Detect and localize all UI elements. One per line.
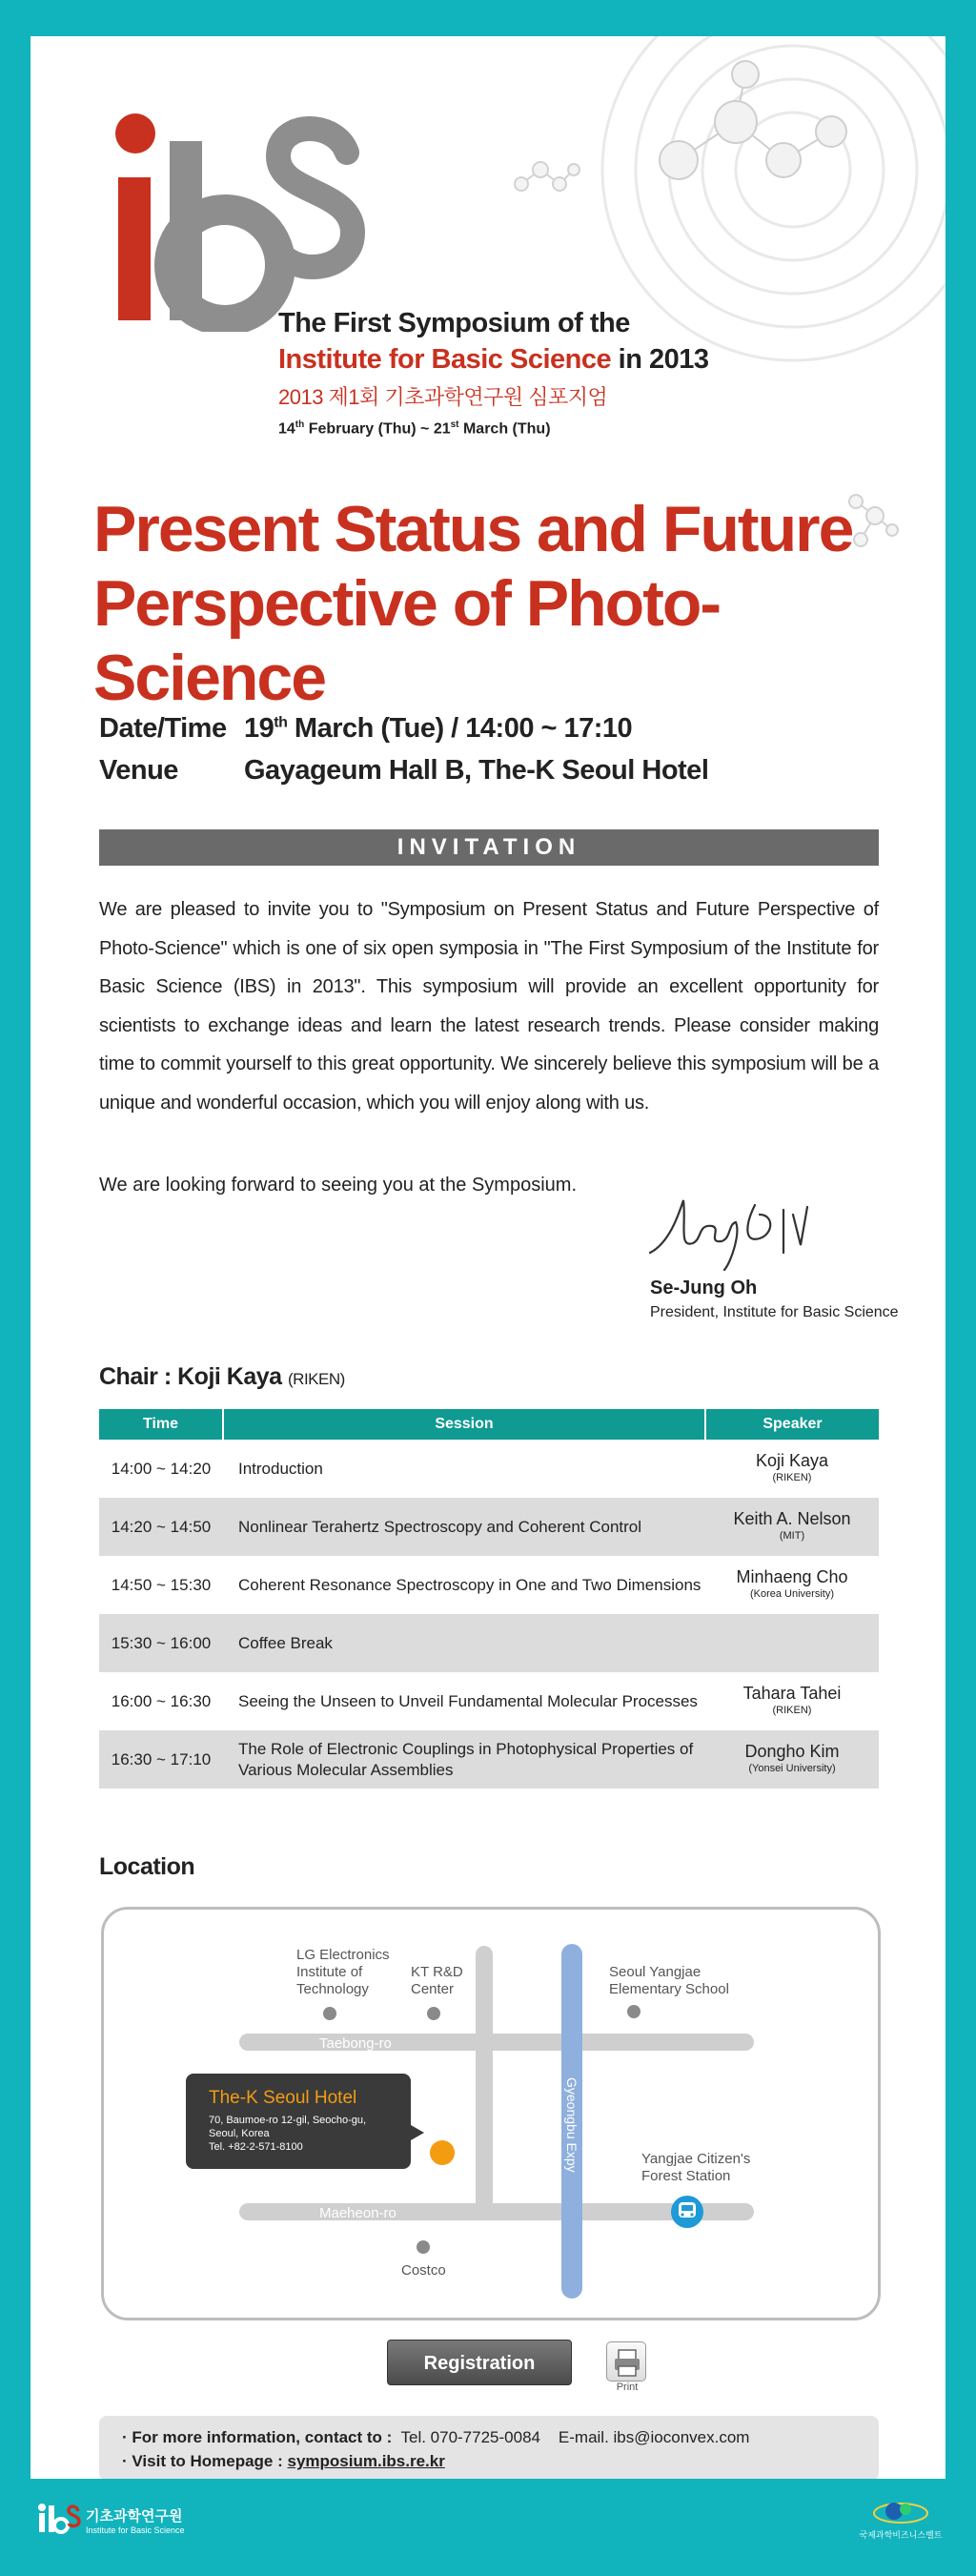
invitation-heading: INVITATION xyxy=(99,829,879,866)
speaker-name: Minhaeng Cho xyxy=(736,1566,848,1586)
subway-station-icon xyxy=(671,2196,703,2228)
forest-label-line-1: Yangjae Citizen's xyxy=(641,2151,751,2167)
contact-phone: Tel. 070-7725-0084 xyxy=(400,2428,540,2446)
costco-label: Costco xyxy=(401,2262,446,2279)
taebong-road xyxy=(239,2034,754,2051)
speaker-affiliation: (Yonsei University) xyxy=(748,1762,836,1774)
row-speaker xyxy=(705,1614,879,1672)
date-day-suffix: th xyxy=(274,714,288,731)
row-time: 16:30 ~ 17:10 xyxy=(99,1730,223,1789)
speaker-name: Keith A. Nelson xyxy=(733,1508,851,1528)
header-time: Time xyxy=(99,1409,223,1440)
table-row xyxy=(99,1672,879,1730)
speaker-affiliation: (RIKEN) xyxy=(772,1704,812,1716)
forest-label-line-2: Forest Station xyxy=(641,2168,731,2184)
row-time: 16:00 ~ 16:30 xyxy=(111,1691,212,1710)
kt-label-line-2: Center xyxy=(411,1981,455,1997)
date-day: 19 xyxy=(244,713,274,744)
speaker-name: Koji Kaya xyxy=(755,1450,829,1470)
signer-title: President, Institute for Basic Science xyxy=(650,1304,899,1320)
hotel-phone: Tel. +82-2-571-8100 xyxy=(209,2141,303,2153)
costco-marker xyxy=(417,2240,430,2254)
table-row xyxy=(99,1614,879,1672)
row-session: Coherent Resonance Spectroscopy in One and Two Dimensions xyxy=(238,1575,702,1594)
date-end-month: March (Thu) xyxy=(458,420,551,438)
row-session: Introduction xyxy=(238,1459,323,1478)
row-speaker xyxy=(705,1672,879,1730)
contact-label: · For more information, contact to : xyxy=(122,2428,393,2446)
speaker-affiliation: (RIKEN) xyxy=(772,1471,812,1483)
kt-marker xyxy=(427,2007,440,2020)
school-label-line-1: Seoul Yangjae xyxy=(609,1964,702,1980)
row-session: Nonlinear Terahertz Spectroscopy and Coherent Control xyxy=(223,1498,705,1556)
local-road xyxy=(476,1946,493,2220)
date-time-row xyxy=(99,713,632,745)
row-session: Coffee Break xyxy=(223,1614,705,1672)
kt-label-line-1: KT R&D xyxy=(411,1964,463,1980)
printer-icon xyxy=(606,2341,646,2382)
table-row xyxy=(99,1730,879,1789)
symposium-year: in 2013 xyxy=(611,344,709,375)
school-label-line-2: Elementary School xyxy=(609,1981,729,1997)
table-row xyxy=(99,1556,879,1614)
symposium-line-2 xyxy=(278,341,709,378)
row-speaker xyxy=(705,1440,879,1498)
contact-line xyxy=(122,2425,879,2449)
taebong-road-label: Taebong-ro xyxy=(319,2035,392,2052)
row-speaker xyxy=(705,1556,879,1614)
invitation-page xyxy=(30,36,946,2479)
signature-image xyxy=(640,1186,850,1272)
session-chair xyxy=(99,1363,345,1391)
date-start-day: 14 xyxy=(278,420,295,438)
chair-affiliation: (RIKEN) xyxy=(288,1370,345,1388)
lg-marker xyxy=(323,2007,336,2020)
row-speaker xyxy=(705,1498,879,1556)
hotel-address-line-1: 70, Baumoe-ro 12-gil, Seocho-gu, xyxy=(209,2115,367,2126)
row-time: 14:50 ~ 15:30 xyxy=(111,1575,212,1594)
maeheon-road-label: Maeheon-ro xyxy=(319,2205,396,2221)
date-time-label: Date/Time xyxy=(99,713,227,744)
hotel-name: The-K Seoul Hotel xyxy=(209,2088,357,2108)
table-row xyxy=(99,1440,879,1498)
molecule-icon xyxy=(507,151,583,208)
symposium-korean-title: 2013 제1회 기초과학연구원 심포지엄 xyxy=(278,385,608,409)
hotel-marker xyxy=(430,2140,455,2165)
invitation-closing: We are looking forward to seeing you at the Symposium. xyxy=(99,1175,577,1196)
symposium-line-1: The First Symposium of the xyxy=(278,308,630,338)
contact-info-box xyxy=(99,2416,879,2479)
chair-name: Chair : Koji Kaya xyxy=(99,1363,282,1390)
date-time-value: March (Tue) / 14:00 ~ 17:10 xyxy=(287,713,633,744)
schedule-header-row xyxy=(99,1409,879,1440)
row-speaker xyxy=(705,1730,879,1789)
hotel-address-line-2: Seoul, Korea xyxy=(209,2128,270,2139)
signer-name: Se-Jung Oh xyxy=(650,1278,758,1298)
row-time: 15:30 ~ 16:00 xyxy=(99,1614,223,1672)
homepage-label: · Visit to Homepage : xyxy=(122,2452,283,2470)
header-speaker: Speaker xyxy=(705,1409,879,1440)
expressway-label: Gyeongbu Expy xyxy=(564,2077,580,2173)
venue-label: Venue xyxy=(99,755,178,786)
symposium-dates xyxy=(278,419,551,438)
school-marker xyxy=(627,2005,640,2018)
date-end-suffix: st xyxy=(450,419,459,430)
footer-ibs-logo xyxy=(36,2500,227,2543)
row-time: 14:20 ~ 14:50 xyxy=(99,1498,223,1556)
venue-value: Gayageum Hall B, The-K Seoul Hotel xyxy=(244,755,709,786)
row-time: 14:00 ~ 14:20 xyxy=(111,1459,212,1478)
table-row xyxy=(99,1498,879,1556)
event-title-line-2: Perspective of Photo-Science xyxy=(93,567,721,714)
row-session: The Role of Electronic Couplings in Photophysical Properties of Various Molecular Assemblies xyxy=(223,1730,705,1789)
footer-org-english: Institute for Basic Science xyxy=(86,2525,185,2535)
row-session: Seeing the Unseen to Unveil Fundamental Molecular Processes xyxy=(238,1691,698,1710)
print-button[interactable] xyxy=(606,2341,648,2395)
homepage-link[interactable]: symposium.ibs.re.kr xyxy=(287,2452,445,2470)
speaker-affiliation: (MIT) xyxy=(779,1529,805,1542)
invitation-body: We are pleased to invite you to "Symposium on Present Status and Future Perspective of Photo-Science" which is one of six open symposia in "The First Symposium of the Institute for Basic Science (IBS) in 2013". This symposium will provide an excellent opportunity for scientists to exchange ideas and learn the latest research trends. Please consider making time to commit yourself to this great opportunity. We sincerely believe this symposium will be a unique and wonderful occasion, which you will enjoy along with us. xyxy=(99,899,879,1114)
speaker-name: Dongho Kim xyxy=(744,1741,840,1761)
homepage-line xyxy=(122,2449,879,2473)
registration-button[interactable]: Registration xyxy=(387,2340,572,2385)
schedule-table xyxy=(99,1409,879,1789)
map-graphic xyxy=(104,1910,878,2318)
partner-logo xyxy=(858,2488,944,2555)
location-heading: Location xyxy=(99,1853,195,1880)
lg-label-line-1: LG Electronics xyxy=(296,1947,390,1963)
footer-org-korean: 기초과학연구원 xyxy=(86,2508,183,2525)
location-map xyxy=(101,1907,881,2320)
ibs-logo xyxy=(97,103,383,332)
print-label: Print xyxy=(616,2382,639,2393)
contact-email[interactable]: E-mail. ibs@ioconvex.com xyxy=(558,2428,750,2446)
lg-label-line-2: Institute of xyxy=(296,1964,363,1980)
hotel-callout xyxy=(186,2074,424,2169)
lg-label-line-3: Technology xyxy=(296,1981,369,1997)
partner-logo-text: 국제과학비즈니스벨트 xyxy=(859,2530,943,2540)
speaker-affiliation: (Korea University) xyxy=(749,1587,835,1600)
speaker-name: Tahara Tahei xyxy=(742,1683,842,1703)
event-title-line-1: Present Status and Future xyxy=(93,493,853,565)
event-title xyxy=(93,492,913,715)
date-start-suffix: th xyxy=(295,419,305,430)
symposium-institute: Institute for Basic Science xyxy=(278,344,612,375)
date-range-middle: February (Thu) ~ 21 xyxy=(304,420,451,438)
venue-row xyxy=(99,755,708,787)
header-session: Session xyxy=(223,1409,705,1440)
symposium-title xyxy=(278,305,709,378)
